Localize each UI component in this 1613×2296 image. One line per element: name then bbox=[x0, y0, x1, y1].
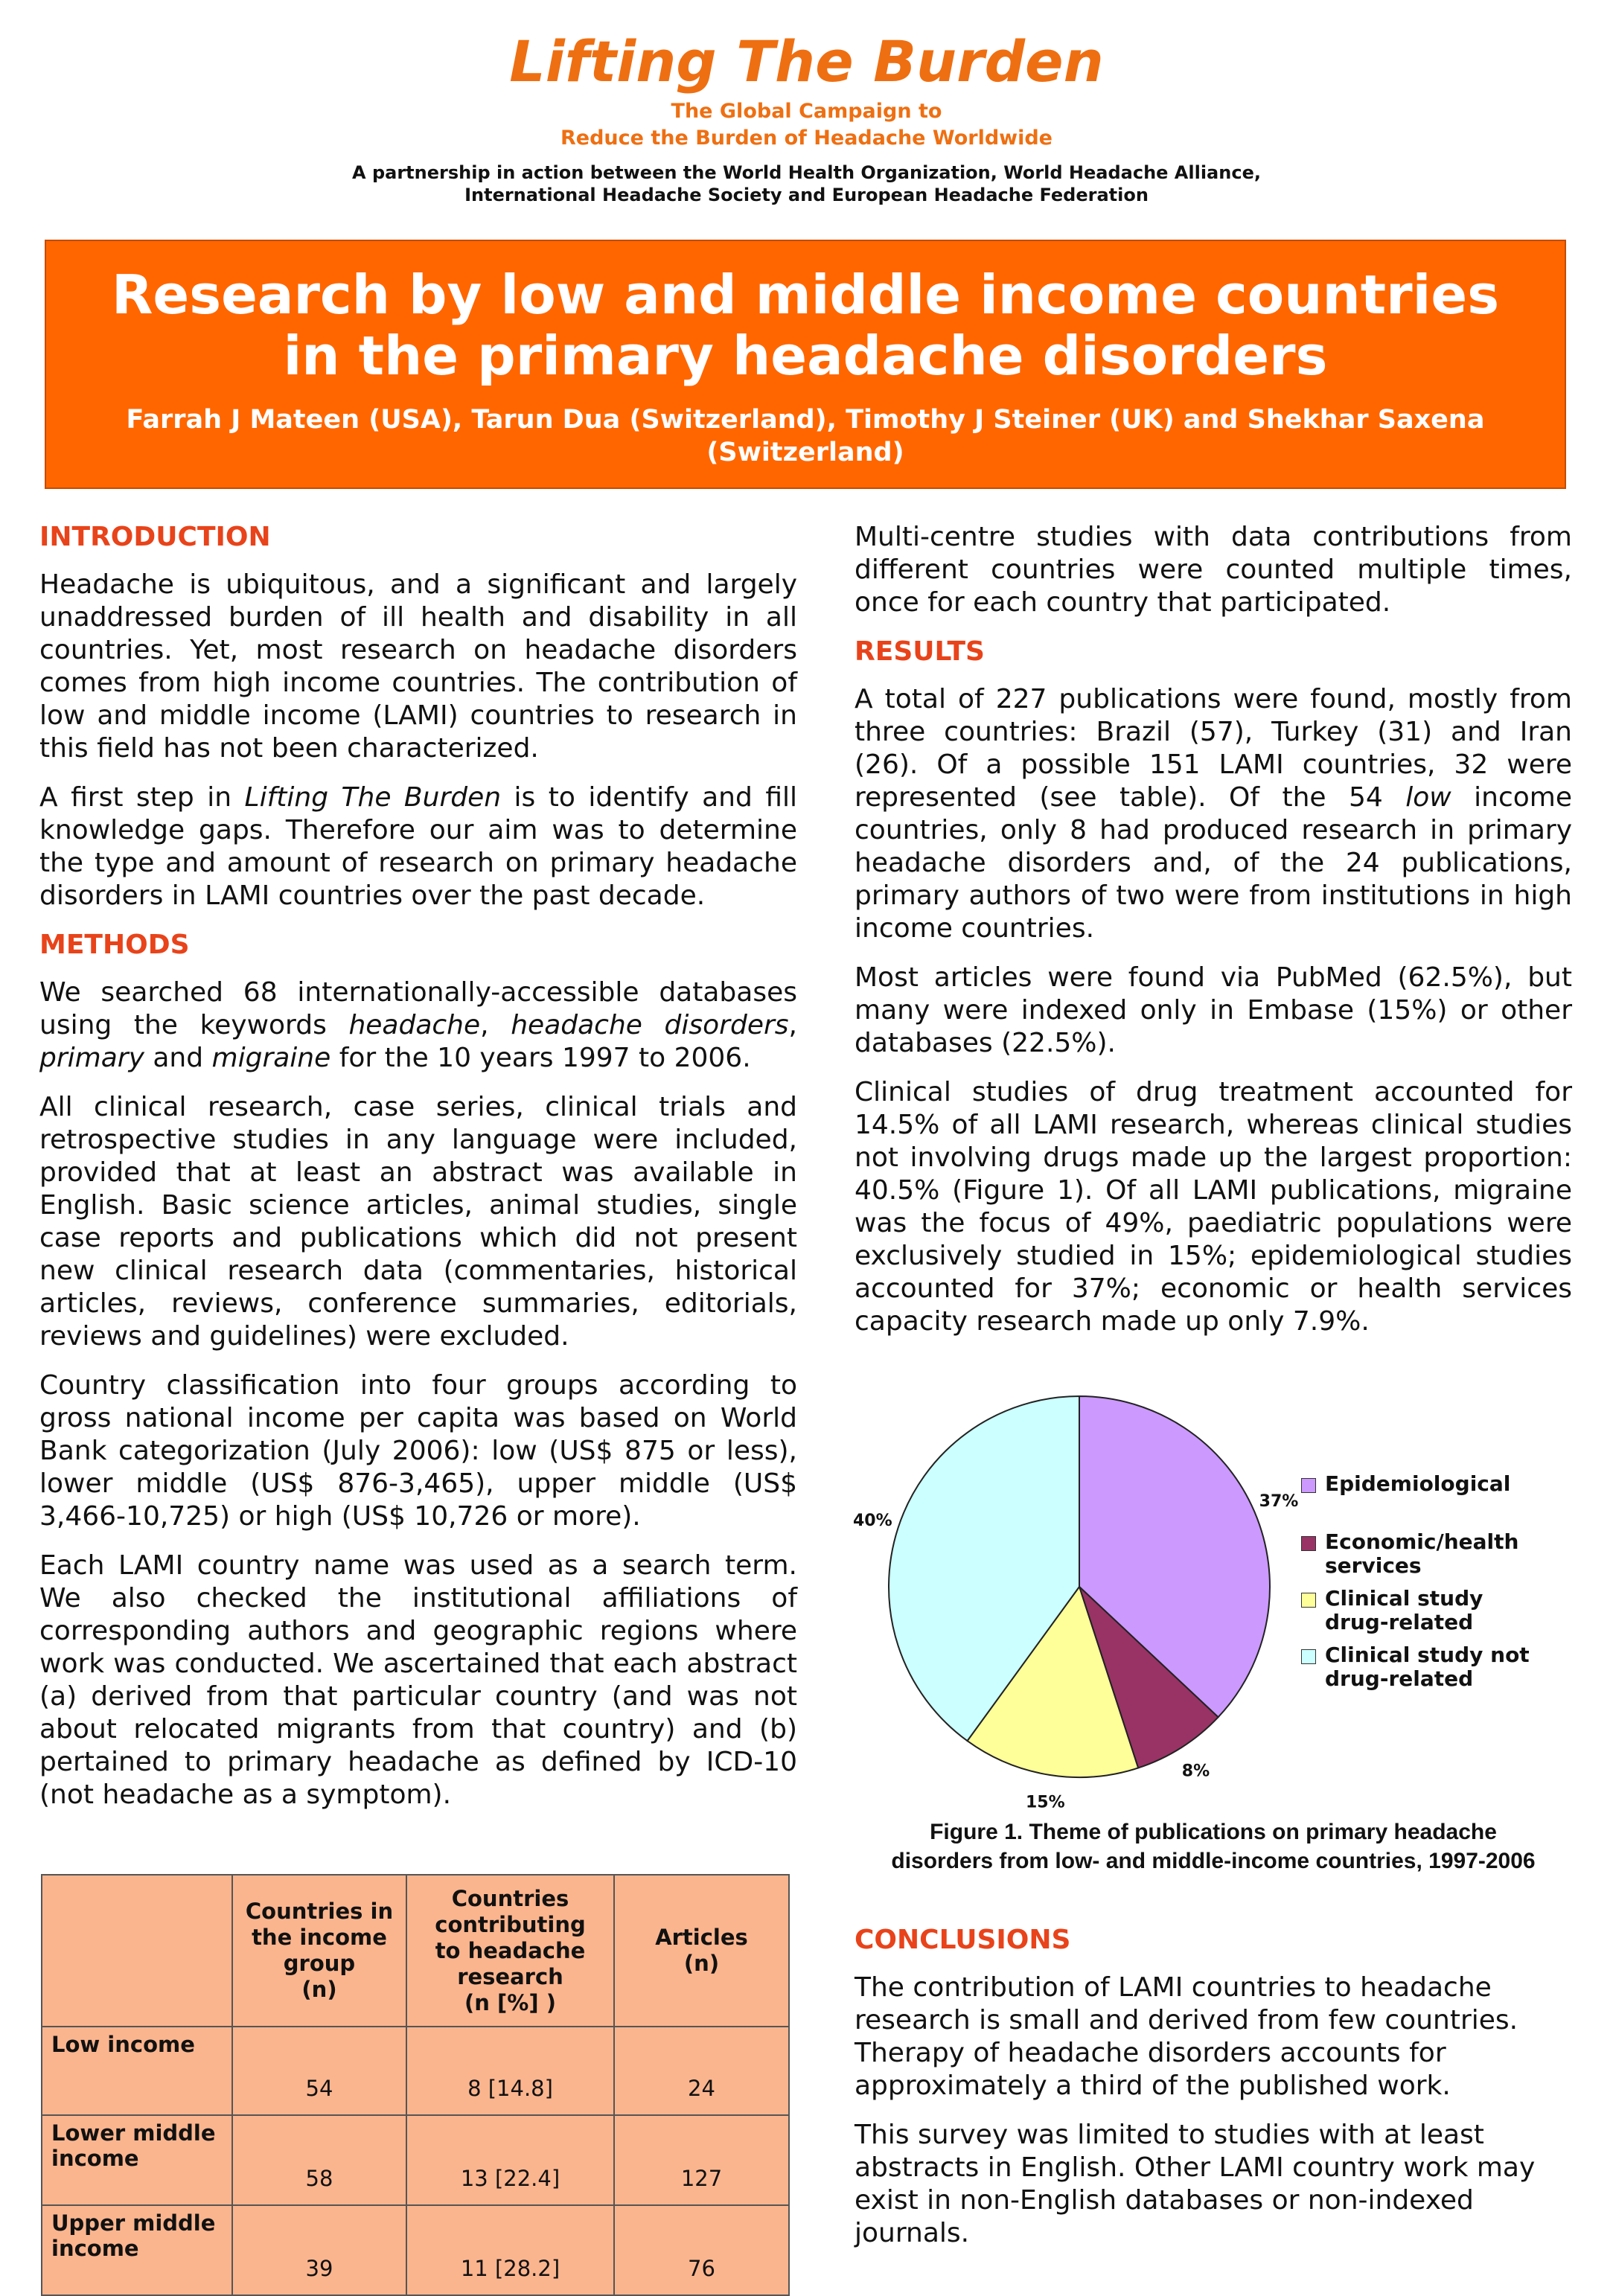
chart-legend bbox=[1301, 1472, 1569, 1700]
table-header-countries-in-group: Countries in the income group (n) bbox=[232, 1875, 406, 2027]
legend-swatch bbox=[1301, 1478, 1316, 1493]
cell-contributing: 8 [14.8] bbox=[406, 2027, 614, 2115]
pie-label: 8% bbox=[1181, 1762, 1210, 1781]
table-header-empty bbox=[42, 1875, 232, 2027]
legend-swatch bbox=[1301, 1536, 1316, 1551]
introduction-paragraph-2: A first step in Lifting The Burden is to identify and fill knowledge gaps. Therefore our aim was to determine the type and amount of research on primary headache disorders in LAMI countries over the past decade. bbox=[39, 782, 797, 911]
multicentre-paragraph: Multi-centre studies with data contributions from different countries were counted multiple times, once for each country that participated. bbox=[855, 522, 1572, 618]
income-group-table bbox=[41, 1874, 790, 2296]
conclusions-paragraph-2: This survey was limited to studies with at least abstracts in English. Other LAMI country work may exist in non-English databases or non-indexed journals. bbox=[855, 2120, 1536, 2248]
pie-label: 15% bbox=[1025, 1793, 1065, 1812]
brand-title: Lifting The Burden bbox=[509, 28, 1104, 95]
pie-label: 40% bbox=[852, 1511, 892, 1530]
cell-countries: 58 bbox=[232, 2115, 406, 2205]
methods-paragraph-2: All clinical research, case series, clinical trials and retrospective studies in any language were included, provided that at least an abstract was available in English. Basic science articles, animal studies, single case reports and publications which did not present new clinical research data (commentaries, historical articles, reviews, conference summaries, editorials, reviews and guidelines) were excluded. bbox=[39, 1092, 797, 1352]
partnership-line2: International Headache Society and European Headache Federation bbox=[464, 185, 1149, 205]
introduction-paragraph-1: Headache is ubiquitous, and a significant and largely unaddressed burden of ill health and disability in all countries. Yet, most research on headache disorders comes from high income countries. The contribution of low and middle income (LAMI) countries to research in this field has not been characterized. bbox=[39, 569, 797, 764]
row-label: Lower middle income bbox=[42, 2115, 232, 2205]
campaign-subtitle-line2: Reduce the Burden of Headache Worldwide bbox=[560, 127, 1053, 150]
introduction-heading: INTRODUCTION bbox=[39, 522, 271, 552]
data-table bbox=[41, 1874, 790, 2296]
methods-paragraph-4: Each LAMI country name was used as a search term. We also checked the institutional affiliations of corresponding authors and geographic regions where work was conducted. We ascertained that each abstract (a) derived from that particular country (and was not about relocated migrants from that country) and (b) pertained to primary headache as defined by ICD-10 (not headache as a symptom). bbox=[39, 1550, 797, 1810]
figure-caption-line1: Figure 1. Theme of publications on primary headache bbox=[930, 1820, 1497, 1844]
legend-swatch bbox=[1301, 1649, 1316, 1664]
conclusions-paragraph-1: The contribution of LAMI countries to headache research is small and derived from few countries. Therapy of headache disorders accounts for approximately a third of the published work. bbox=[855, 1972, 1518, 2101]
table-row bbox=[42, 2115, 789, 2205]
partnership-line1: A partnership in action between the World Health Organization, World Headache Alliance, bbox=[352, 162, 1261, 183]
legend-swatch bbox=[1301, 1593, 1316, 1608]
results-heading: RESULTS bbox=[855, 636, 985, 667]
right-column bbox=[855, 521, 1572, 1355]
cell-countries: 54 bbox=[232, 2027, 406, 2115]
results-paragraph-3: Clinical studies of drug treatment accounted for 14.5% of all LAMI research, whereas clinical studies not involving drugs made up the largest proportion: 40.5% (Figure 1). Of all LAMI publications, migraine was the focus of 49%, paediatric populations were exclusively studied in 15%; epidemiological studies accounted for 37%; economic or health services capacity research made up only 7.9%. bbox=[855, 1077, 1572, 1337]
figure-caption-line2: disorders from low- and middle-income countries, 1997-2006 bbox=[891, 1849, 1536, 1873]
cell-articles: 127 bbox=[614, 2115, 789, 2205]
cell-articles: 24 bbox=[614, 2027, 789, 2115]
legend-item-drug-related: Clinical study drug-related bbox=[1301, 1587, 1569, 1634]
row-label: Low income bbox=[42, 2027, 232, 2115]
table-header-contributing: Countries contributing to headache research (n [%] ) bbox=[406, 1875, 614, 2027]
campaign-subtitle-line1: The Global Campaign to bbox=[671, 100, 942, 123]
results-paragraph-2: Most articles were found via PubMed (62.5%), but many were indexed only in Embase (15%) or other databases (22.5%). bbox=[855, 962, 1572, 1058]
poster-title-line2: in the primary headache disorders bbox=[283, 324, 1328, 387]
cell-articles: 76 bbox=[614, 2205, 789, 2295]
legend-item-epidemiological: Epidemiological bbox=[1301, 1472, 1569, 1496]
row-label: Upper middle income bbox=[42, 2205, 232, 2295]
pie-label: 37% bbox=[1259, 1492, 1299, 1512]
methods-paragraph-3: Country classification into four groups according to gross national income per capita was based on World Bank categorization (July 2006): low (US$ 875 or less), lower middle (US$ 876-3,465), upper middle (US$ 3,466-10,725) or high (US$ 10,726 or more). bbox=[39, 1370, 797, 1532]
legend-item-not-drug-related: Clinical study not drug-related bbox=[1301, 1643, 1569, 1691]
authors-line2: (Switzerland) bbox=[706, 438, 904, 467]
cell-contributing: 13 [22.4] bbox=[406, 2115, 614, 2205]
title-banner bbox=[45, 240, 1566, 489]
left-column bbox=[39, 521, 797, 1828]
conclusions-heading: CONCLUSIONS bbox=[855, 1925, 1071, 1955]
table-header-articles: Articles (n) bbox=[614, 1875, 789, 2027]
conclusions-section bbox=[855, 1924, 1572, 2266]
results-paragraph-1: A total of 227 publications were found, mostly from three countries: Brazil (57), Turkey (31) and Iran (26). Of a possible 151 LAMI countries, 32 were represented (see table). Of the 54 low income countries, only 8 had produced research in primary headache disorders and, of the 24 publications, primary authors of two were from institutions in high income countries. bbox=[855, 684, 1572, 944]
methods-heading: METHODS bbox=[39, 930, 190, 960]
poster-title-line1: Research by low and middle income countries bbox=[111, 263, 1500, 326]
table-header-row bbox=[42, 1875, 789, 2027]
cell-countries: 39 bbox=[232, 2205, 406, 2295]
table-row bbox=[42, 2205, 789, 2295]
cell-contributing: 11 [28.2] bbox=[406, 2205, 614, 2295]
authors-line1: Farrah J Mateen (USA), Tarun Dua (Switzerland), Timothy J Steiner (UK) and Shekhar Saxena bbox=[126, 405, 1485, 435]
legend-item-economic-health: Economic/health services bbox=[1301, 1530, 1569, 1578]
methods-paragraph-1: We searched 68 internationally-accessible databases using the keywords headache, headache disorders, primary and migraine for the 10 years 1997 to 2006. bbox=[39, 977, 797, 1073]
table-row bbox=[42, 2027, 789, 2115]
